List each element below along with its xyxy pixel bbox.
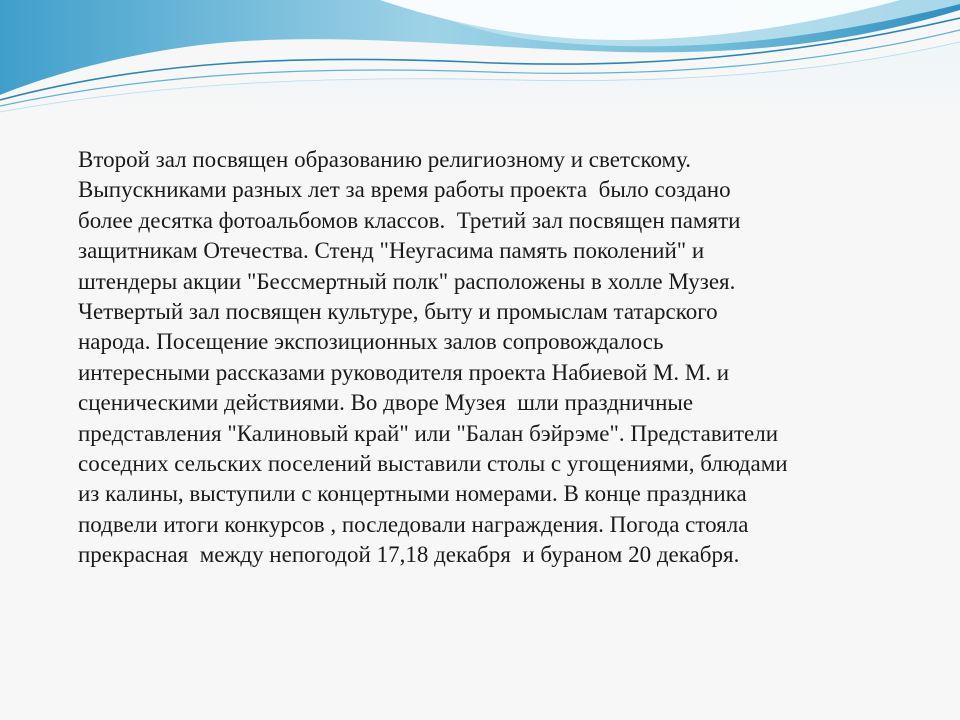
text-line: сценическими действиями. Во дворе Музея шли праздничные bbox=[78, 390, 694, 416]
text-line: Выпускниками разных лет за время работы проекта было создано bbox=[78, 177, 731, 203]
text-line: представления "Калиновый край" или "Балан бэйрэме". Представители bbox=[78, 420, 779, 446]
text-line: прекрасная между непогодой 17,18 декабря и бураном 20 декабря. bbox=[78, 542, 740, 568]
text-line: штендеры акции "Бессмертный полк" расположены в холле Музея. bbox=[78, 268, 736, 294]
text-line: более десятка фотоальбомов классов. Третий зал посвящен памяти bbox=[78, 207, 741, 233]
text-line: защитникам Отечества. Стенд "Неугасима память поколений" и bbox=[78, 238, 705, 264]
text-line: соседних сельских поселений выставили столы с угощениями, блюдами bbox=[78, 451, 788, 477]
slide-body-text bbox=[78, 145, 908, 571]
text-line: из калины, выступили с концертными номерами. В конце праздника bbox=[78, 481, 747, 507]
text-line: подвели итоги конкурсов , последовали награждения. Погода стояла bbox=[78, 511, 749, 537]
text-line: народа. Посещение экспозиционных залов сопровождалось bbox=[78, 329, 664, 355]
text-line: Четвертый зал посвящен культуре, быту и промыслам татарского bbox=[78, 299, 718, 325]
text-line: интересными рассказами руководителя проекта Набиевой М. М. и bbox=[78, 359, 730, 385]
wave-header-decoration bbox=[0, 0, 960, 120]
text-line: Второй зал посвящен образованию религиозному и светскому. bbox=[78, 147, 692, 172]
